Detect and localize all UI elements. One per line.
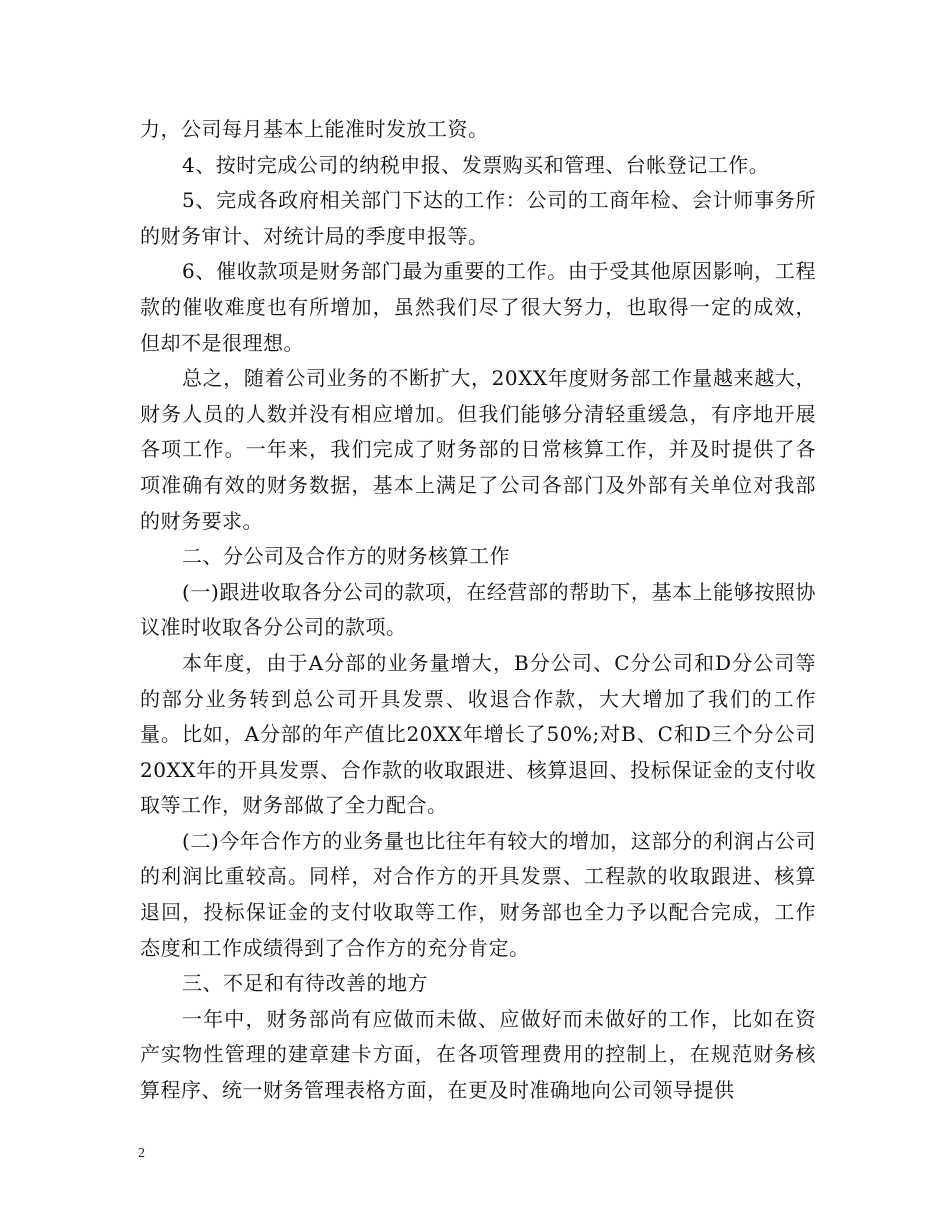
paragraph-7: (一)跟进收取各分公司的款项，在经营部的帮助下，基本上能够按照协议准时收取各分公司的款项。 [140,579,816,640]
paragraph-2: 4、按时完成公司的纳税申报、发票购买和管理、台帐登记工作。 [182,152,770,177]
paragraph-8: 本年度，由于A分部的业务量增大，B分公司、C分公司和D分公司等的部分业务转到总公司开具发票、收退合作款，大大增加了我们的工作量。比如，A分部的年产值比20XX年增长了50%;对B、C和D三个分公司20XX年的开具发票、合作款的收取跟进、核算退回、投标保证金的支付收取等工作，财务部做了全力配合。 [140,650,816,818]
paragraph-5: 总之，随着公司业务的不断扩大，20XX年度财务部工作量越来越大，财务人员的人数并没有相应增加。但我们能够分清轻重缓急，有序地开展各项工作。一年来，我们完成了财务部的日常核算工作，并及时提供了各项准确有效的财务数据，基本上满足了公司各部门及外部有关单位对我部的财务要求。 [140,366,816,533]
paragraph-4: 6、催收款项是财务部门最为重要的工作。由于受其他原因影响，工程款的催收难度也有所增加，虽然我们尽了很大努力，也取得一定的成效，但却不是很理想。 [140,259,816,355]
paragraph-1: 力，公司每月基本上能准时发放工资。 [140,117,489,141]
paragraph-9: (二)今年合作方的业务量也比往年有较大的增加，这部分的利润占公司的利润比重较高。同样，对合作方的开具发票、工程款的收取跟进、核算退回，投标保证金的支付收取等工作，财务部也全力予以配合完成，工作态度和工作成绩得到了合作方的充分肯定。 [140,828,816,960]
section-heading-3: 三、不足和有待改善的地方 [182,971,428,996]
paragraph-3: 5、完成各政府相关部门下达的工作：公司的工商年检、会计师事务所的财务审计、对统计局的季度申报等。 [140,188,816,248]
page-number: 2 [138,1146,145,1161]
document-body [140,112,816,1109]
section-heading-2: 二、分公司及合作方的财务核算工作 [182,544,510,569]
paragraph-11: 一年中，财务部尚有应做而未做、应做好而未做好的工作，比如在资产实物性管理的建章建卡方面，在各项管理费用的控制上，在规范财务核算程序、统一财务管理表格方面，在更及时准确地向公司领导提供 [140,1006,816,1103]
